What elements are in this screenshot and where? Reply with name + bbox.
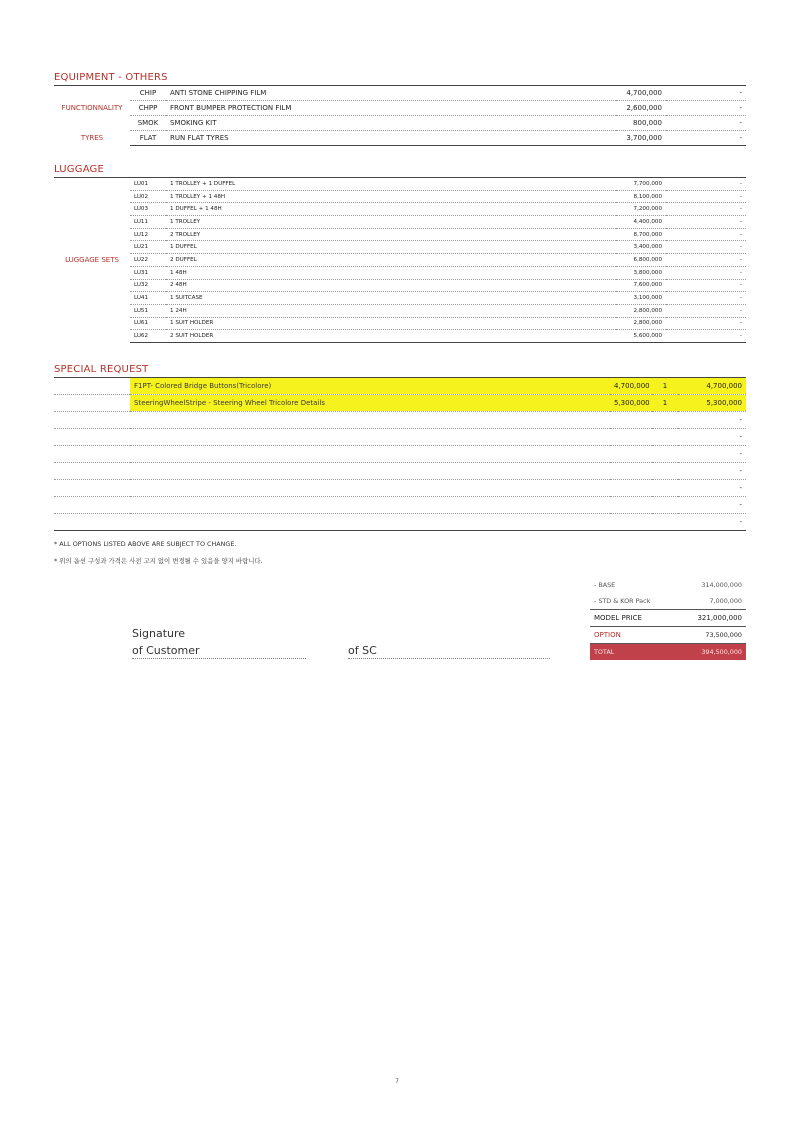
row-group-label	[54, 330, 130, 343]
request-price: 4,700,000	[610, 378, 652, 395]
equipment-table	[54, 86, 746, 146]
request-price	[610, 514, 652, 531]
page-number: 7	[395, 1078, 399, 1085]
request-name	[130, 429, 610, 446]
option-amount: -	[666, 86, 746, 101]
request-price	[610, 412, 652, 429]
option-code: LU61	[130, 317, 166, 330]
table-row	[54, 497, 746, 514]
row-group-label	[54, 412, 130, 429]
option-amount: -	[666, 304, 746, 317]
request-amount: -	[678, 463, 746, 480]
request-quantity: 1	[652, 395, 678, 412]
summary-pack-label: - STD & KOR Pack	[594, 597, 651, 605]
customer-signature-line[interactable]	[132, 658, 306, 659]
row-group-label	[54, 429, 130, 446]
option-code: LU22	[130, 254, 166, 267]
table-row	[54, 514, 746, 531]
option-name: SMOKING KIT	[166, 116, 616, 131]
row-group-label	[54, 395, 130, 412]
request-name: SteeringWheelStripe - Steering Wheel Tricolore Details	[130, 395, 610, 412]
option-price: 4,400,000	[616, 216, 666, 229]
option-code: LU32	[130, 279, 166, 292]
request-amount: -	[678, 497, 746, 514]
request-name	[130, 412, 610, 429]
option-price: 2,800,000	[616, 317, 666, 330]
special-section-title: SPECIAL REQUEST	[54, 364, 149, 375]
option-name: 1 TROLLEY + 1 48H	[166, 190, 616, 203]
request-quantity: 1	[652, 378, 678, 395]
option-code: LU03	[130, 203, 166, 216]
table-row	[54, 279, 746, 292]
table-row	[54, 304, 746, 317]
signature-customer-label: of Customer	[132, 644, 200, 657]
row-group-label: TYRES	[80, 134, 104, 142]
option-code: LU12	[130, 228, 166, 241]
option-code: LU41	[130, 292, 166, 305]
request-amount: -	[678, 412, 746, 429]
table-row	[54, 446, 746, 463]
option-name: 2 48H	[166, 279, 616, 292]
option-name: 2 TROLLEY	[166, 228, 616, 241]
option-price: 3,400,000	[616, 241, 666, 254]
request-amount: 5,300,000	[678, 395, 746, 412]
option-price: 6,800,000	[616, 254, 666, 267]
option-amount: -	[666, 292, 746, 305]
request-quantity	[652, 480, 678, 497]
option-name: 2 DUFFEL	[166, 254, 616, 267]
row-group-label	[54, 514, 130, 531]
option-price: 7,700,000	[616, 178, 666, 190]
option-code: LU01	[130, 178, 166, 190]
option-code: LU62	[130, 330, 166, 343]
summary-model-value: 321,000,000	[668, 610, 746, 627]
option-price: 7,600,000	[616, 279, 666, 292]
row-group-label	[54, 378, 130, 395]
option-amount: -	[666, 228, 746, 241]
request-amount: -	[678, 429, 746, 446]
request-quantity	[652, 446, 678, 463]
table-row	[54, 190, 746, 203]
option-amount: -	[666, 190, 746, 203]
row-group-label	[54, 190, 130, 203]
row-group-label	[54, 116, 130, 131]
table-row	[54, 412, 746, 429]
row-group-label	[54, 480, 130, 497]
equipment-section-title: EQUIPMENT - OTHERS	[54, 72, 168, 83]
summary-option-row	[590, 627, 746, 644]
summary-base-row	[590, 577, 746, 593]
table-row	[54, 266, 746, 279]
request-name	[130, 514, 610, 531]
request-quantity	[652, 514, 678, 531]
note-english: * ALL OPTIONS LISTED ABOVE ARE SUBJECT TO CHANGE.	[54, 540, 237, 548]
sc-signature-line[interactable]	[348, 658, 550, 659]
request-price	[610, 446, 652, 463]
option-price: 2,600,000	[616, 101, 666, 116]
table-row	[54, 178, 746, 190]
row-group-label	[54, 266, 130, 279]
option-name: 1 SUITCASE	[166, 292, 616, 305]
option-code: CHPP	[130, 101, 166, 116]
summary-pack-value: 7,000,000	[709, 597, 742, 605]
option-name: 1 TROLLEY	[166, 216, 616, 229]
option-amount: -	[666, 216, 746, 229]
request-name	[130, 497, 610, 514]
luggage-section-title: LUGGAGE	[54, 164, 105, 175]
row-group-label: FUNCTIONNALITY	[61, 104, 123, 112]
table-row	[54, 101, 746, 116]
row-group-label	[54, 317, 130, 330]
option-amount: -	[666, 116, 746, 131]
summary-base-value: 314,000,000	[701, 581, 742, 589]
option-amount: -	[666, 330, 746, 343]
table-row	[54, 463, 746, 480]
table-row	[54, 203, 746, 216]
request-name	[130, 480, 610, 497]
summary-pack-row	[590, 593, 746, 610]
price-summary-table	[590, 577, 746, 660]
request-amount: -	[678, 446, 746, 463]
option-amount: -	[666, 254, 746, 267]
table-row	[54, 254, 746, 267]
option-amount: -	[666, 279, 746, 292]
option-code: LU11	[130, 216, 166, 229]
request-quantity	[652, 412, 678, 429]
option-amount: -	[666, 241, 746, 254]
request-price	[610, 463, 652, 480]
request-quantity	[652, 497, 678, 514]
option-amount: -	[666, 266, 746, 279]
request-name	[130, 446, 610, 463]
table-row	[54, 131, 746, 146]
option-name: 2 SUIT HOLDER	[166, 330, 616, 343]
option-amount: -	[666, 203, 746, 216]
table-row	[54, 317, 746, 330]
option-amount: -	[666, 178, 746, 190]
option-code: LU02	[130, 190, 166, 203]
luggage-table	[54, 178, 746, 343]
option-name: 1 SUIT HOLDER	[166, 317, 616, 330]
table-row	[54, 395, 746, 412]
table-row	[54, 330, 746, 343]
option-price: 5,600,000	[616, 330, 666, 343]
option-amount: -	[666, 101, 746, 116]
row-group-label	[54, 304, 130, 317]
row-group-label	[54, 203, 130, 216]
option-code: LU51	[130, 304, 166, 317]
table-row	[54, 116, 746, 131]
row-group-label	[54, 463, 130, 480]
signature-label: Signature	[132, 627, 186, 640]
summary-model-row	[590, 610, 746, 627]
request-amount: -	[678, 480, 746, 497]
row-group-label	[54, 292, 130, 305]
signature-sc-label: of SC	[348, 644, 377, 657]
request-quantity	[652, 463, 678, 480]
option-code: CHIP	[130, 86, 166, 101]
table-row	[54, 480, 746, 497]
summary-option-label: OPTION	[590, 627, 668, 644]
option-price: 8,700,000	[616, 228, 666, 241]
request-name	[130, 463, 610, 480]
summary-base-label: - BASE	[594, 581, 616, 589]
option-name: FRONT BUMPER PROTECTION FILM	[166, 101, 616, 116]
request-price	[610, 497, 652, 514]
option-price: 8,100,000	[616, 190, 666, 203]
request-price: 5,300,000	[610, 395, 652, 412]
table-row	[54, 86, 746, 101]
row-group-label: LUGGAGE SETS	[65, 255, 119, 264]
special-request-table	[54, 378, 746, 531]
row-group-label	[54, 279, 130, 292]
table-row	[54, 429, 746, 446]
option-name: 1 DUFFEL	[166, 241, 616, 254]
option-price: 7,200,000	[616, 203, 666, 216]
option-name: RUN FLAT TYRES	[166, 131, 616, 146]
summary-option-value: 73,500,000	[668, 627, 746, 644]
option-price: 4,700,000	[616, 86, 666, 101]
table-row	[54, 216, 746, 229]
summary-total-row	[590, 644, 746, 661]
row-group-label	[54, 228, 130, 241]
summary-model-label: MODEL PRICE	[590, 610, 668, 627]
option-name: 1 48H	[166, 266, 616, 279]
row-group-label	[54, 178, 130, 190]
note-korean: * 위의 옵션 구성과 가격은 사전 고지 없이 변경될 수 있음을 양지 바랍니다.	[54, 557, 263, 565]
row-group-label	[54, 446, 130, 463]
row-group-label	[54, 86, 130, 101]
row-group-label	[54, 241, 130, 254]
option-name: 1 24H	[166, 304, 616, 317]
option-code: LU31	[130, 266, 166, 279]
request-price	[610, 429, 652, 446]
option-price: 3,100,000	[616, 292, 666, 305]
option-price: 3,800,000	[616, 266, 666, 279]
table-row	[54, 292, 746, 305]
request-amount: 4,700,000	[678, 378, 746, 395]
summary-total-label: TOTAL	[590, 644, 668, 661]
request-price	[610, 480, 652, 497]
table-row	[54, 228, 746, 241]
request-amount: -	[678, 514, 746, 531]
option-price: 800,000	[616, 116, 666, 131]
row-group-label	[54, 216, 130, 229]
option-amount: -	[666, 317, 746, 330]
table-row	[54, 241, 746, 254]
option-code: LU21	[130, 241, 166, 254]
row-group-label	[54, 497, 130, 514]
option-name: 1 TROLLEY + 1 DUFFEL	[166, 178, 616, 190]
request-quantity	[652, 429, 678, 446]
table-row	[54, 378, 746, 395]
option-code: SMOK	[130, 116, 166, 131]
summary-total-value: 394,500,000	[668, 644, 746, 661]
option-code: FLAT	[130, 131, 166, 146]
request-name: F1PT- Colored Bridge Buttons(Tricolore)	[130, 378, 610, 395]
option-price: 2,800,000	[616, 304, 666, 317]
option-name: 1 DUFFEL + 1 48H	[166, 203, 616, 216]
option-name: ANTI STONE CHIPPING FILM	[166, 86, 616, 101]
option-amount: -	[666, 131, 746, 146]
option-price: 3,700,000	[616, 131, 666, 146]
